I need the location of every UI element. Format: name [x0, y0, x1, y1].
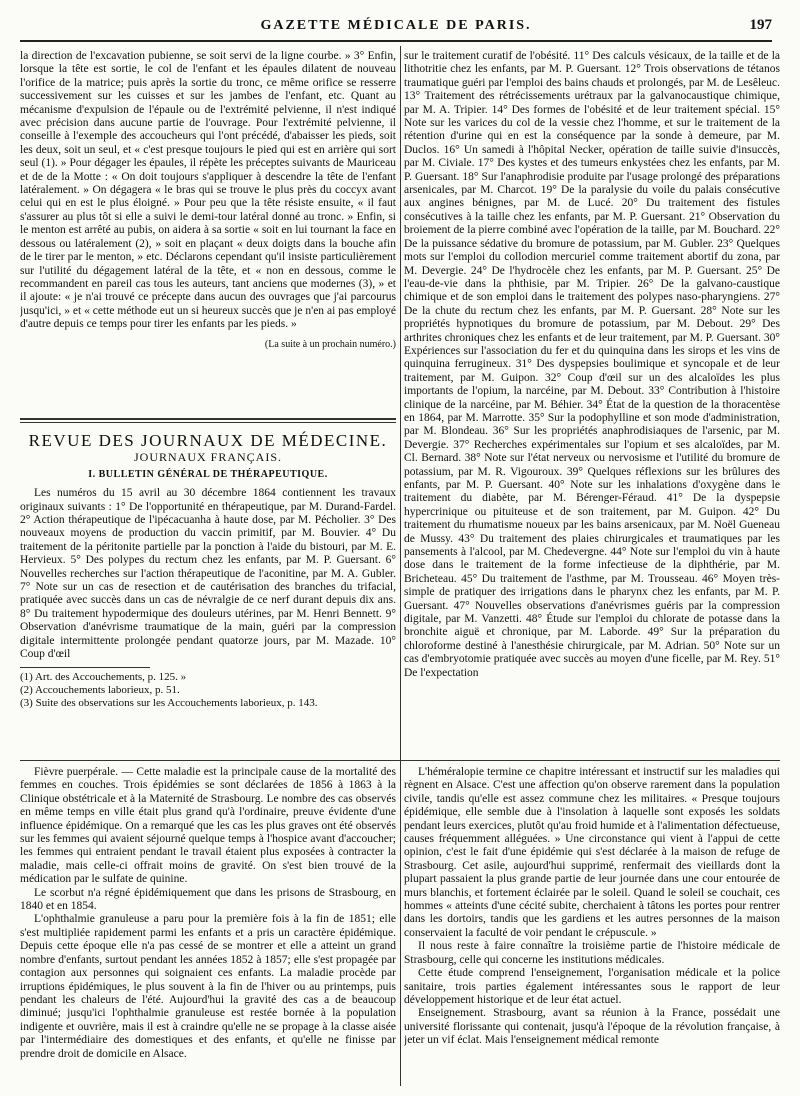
bulletin-list-continued: [404, 50, 780, 760]
article-diseases-left: [20, 766, 396, 1091]
paragraph: Enseignement. Strasbourg, avant sa réunion à la France, possédait une université florissante qui contenait, jusqu'à l'époque de la révolution française, à jeter un vif éclat. Mais l'enseignement médical remonte: [404, 1007, 780, 1047]
paragraph: Cette étude comprend l'enseignement, l'organisation médicale et la police sanitaire, trois parties également intéressantes sous le rapport de leur développement historique et de leur état actuel.: [404, 967, 780, 1006]
paragraph: la direction de l'excavation pubienne, se soit servi de la ligne courbe. » 3° Enfin, lorsque la tête est sortie, le col de l'enfant et les épaules dilatent de nouveau l'orifice de la matrice; puis après la sortie du tronc, ce même orifice se resserre successivement sur les cuisses et sur les jambes de l'enfant, etc. Quant au mécanisme d'expulsion de l'épaule ou de l'extrémité pelvienne, il n'est indiqué avec précision dans aucune partie de l'ouvrage. Pour l'extrémité pelvienne, il conseille à l'exemple des accoucheurs qui l'ont précédé, d'abaisser les pieds, soit les deux, soit un seul, et « c'est presque toujours le pied qui est en arrière qui sort seul (1). » Pour dégager les épaules, il répète les préceptes suivants de Mauriceau et de de la Motte : « On doit toujours s'appliquer à descendre la tête de l'enfant latéralement. » On dégagera « le bras qui se trouve le plus près du coccyx avant celui qui en est le plus éloigné. » Pour peu que la tête résiste ensuite, « il faut s'assurer au plus tôt si elle a suivi le demi-tour latéral donné au tronc. » Enfin, si le menton est arrêté au pubis, on aidera à sa sortie « soit en lui tournant la face en dessous ou latéralement (2), » soit en plaçant « deux doigts dans la bouche afin de le tirer par le menton, » etc. Déclarons cependant qu'il insiste particulièrement sur l'utilité du dégagement latéral de la tête, et « non en dessous, comme le recommandent en pareil cas tous les auteurs, tant anciens que modernes (3), » et il ajoute: « je n'ai trouvé ce précepte dans aucun des ouvrages que j'ai parcourus jusqu'ici, » et « cette méthode eut un si heureux succès que je n'en ai pas employé d'autre depuis ce temps pour tirer les enfants par les pieds. »: [20, 50, 396, 331]
column-divider: [400, 46, 401, 1086]
section-rule: [20, 418, 396, 420]
section-subtitle: JOURNAUX FRANÇAIS.: [133, 450, 283, 465]
footnote: (3) Suite des observations sur les Accouchements laborieux, p. 143.: [20, 696, 318, 709]
article-diseases-right: [404, 766, 780, 1091]
paragraph: Le scorbut n'a régné épidémiquement que dans les prisons de Strasbourg, en 1840 et en 1854.: [20, 886, 396, 913]
continuation-note: (La suite à un prochain numéro.): [264, 338, 396, 350]
paragraph: Fièvre puerpérale. — Cette maladie est la principale cause de la mortalité des femmes en couches. Trois épidémies se sont déclarées de 1856 à 1863 à la Clinique obstétricale et à la Maternité de Strasbourg. Le nombre des cas observés en même temps en ville était plus grand qu'à l'ordinaire, preuve évidente d'une influence épidémique. On a remarqué que les cas les plus graves ont été observés sur les femmes qui avaient séjourné quelque temps à l'hospice avant d'accoucher; les femmes qui entraient pendant le travail étaient plus exposées à contracter la maladie, mais celle-ci offrait moins de gravité. On s'est bien trouvé de la médication par le sulfate de quinine.: [20, 766, 396, 886]
horizontal-rule: [20, 760, 780, 761]
bulletin-heading: I. BULLETIN GÉNÉRAL DE THÉRAPEUTIQUE.: [88, 468, 328, 480]
footnote-separator: [20, 667, 150, 668]
journal-review-section: [20, 428, 396, 753]
section-rule: [20, 422, 396, 423]
footnote: (2) Accouchements laborieux, p. 51.: [20, 683, 180, 696]
section-title: REVUE DES JOURNAUX DE MÉDECINE.: [28, 431, 388, 450]
page-number: 197: [749, 17, 772, 33]
paragraph: sur le traitement curatif de l'obésité. 11° Des calculs vésicaux, de la taille et de la lithotritie chez les enfants, par M. P. Guersant. 12° Trois observations de tétanos traumatique guéri par l'emploi des bains chauds et prolongés, par M. de Lesêleuc. 13° Traitement des rétrécissements urétraux par la galvanocaustique chimique, par M. A. Tripier. 14° Des formes de l'obésité et de leur traitement spécial. 15° Note sur les varices du col de la vessie chez l'homme, et sur le traitement de la rétention d'urine qui en est la conséquence par la sonde à demeure, par M. Duclos. 16° Un samedi à l'hôpital Necker, opération de taille suivie d'insuccès, par M. Civiale. 17° Des kystes et des tumeurs enkystées chez les enfants, par M. P. Guersant. 18° Sur l'anaphrodisie produite par l'usage prolongé des préparations arsenicales, par M. Charcot. 19° De la paralysie du voile du palais consécutive aux angines bénignes, par M. de Lucé. 20° Du traitement des fistules consécutives à la taille chez les enfants, par M. P. Guersant. 21° Observation du broiement de la pierre combiné avec l'opération de la taille, par M. Bouchard. 22° De la puissance sédative du bromure de potassium, par M. Gubler. 23° Quelques mots sur l'emploi du collodion mercuriel comme traitement abortif du zona, par M. Devergie. 24° De l'hydrocèle chez les enfants, par M. P. Guersant. 25° De l'eau-de-vie dans la phthisie, par M. Tripier. 26° De la galvano-caustique chimique et de son emploi dans le traitement des polypes naso-pharyngiens. 27° De la chute du rectum chez les enfants, par M. P. Guersant. 28° Note sur les propriétés hypnotiques du bromure de potassium, par M. Debout. 29° Des arthrites chroniques chez les enfants et de leur traitement, par M. P. Guersant. 30° Expériences sur l'association du fer et du quinquina dans les sirops et les vins de quinquina ferrugineux. 31° Des dyspepsies boulimique et syncopale et de leur traitement, par M. Guipon. 32° Coup d'œil sur un des alcaloïdes les plus importants de l'opium, la narcéine, par M. Debout. 33° Contribution à l'histoire clinique de la narcéine, par M. Béhier. 34° État de la question de la thoracentèse en 1864, par M. Marrotte. 35° Sur la podophylline et son mode d'administration, par M. Blondeau. 36° Sur les propriétés anaphrodisiaques de l'arsenic, par M. Devergie. 37° Recherches expérimentales sur l'opium et ses alcaloïdes, par M. Cl. Bernard. 38° Note sur l'état nerveux ou nervosisme et l'utilité du bromure de potassium, par M. R. Vigouroux. 39° Quelques réflexions sur les brûlures des enfants, par M. P. Guersant. 40° Note sur les inhalations d'oxygène dans le traitement du diabète, par M. Bérenger-Féraud. 41° De la dyspepsie hypercrinique ou pituiteuse et de son traitement, par M. Guipon. 42° Du traitement du rhumatisme noueux par les bains arsenicaux, par M. Noël Gueneau de Mussy. 43° Du traitement des plaies chirurgicales et traumatiques par les pansements à l'alcool, par M. Chedevergne. 44° Note sur l'emploi du vin à haute dose dans le traitement de la forme infectieuse de la diphthérie, par M. Bricheteau. 45° Du traitement de l'asthme, par M. Trousseau. 46° Moyen très-simple de pratiquer des irrigations dans le pharynx chez les enfants, par M. P. Guersant. 47° Nouvelles observations d'anévrismes guéris par la compression digitale, par M. Vanzetti. 48° Étude sur l'emploi du chlorate de potasse dans la bronchite aiguë et chronique, par M. Laborde. 49° Sur la préparation du chloroforme destiné à l'anesthésie chirurgicale, par M. Adrian. 50° Note sur un cas d'embryotomie pratiquée avec succès au moyen d'une ficelle, par M. Rey. 51° De l'expectation: [404, 50, 780, 679]
paragraph: Il nous reste à faire connaître la troisième partie de l'histoire médicale de Strasbourg, celle qui concerne les institutions médicales.: [404, 940, 780, 966]
paragraph: L'héméralopie termine ce chapitre intéressant et instructif sur les maladies qui règnent en Alsace. C'est une affection qu'on observe rarement dans la population civile, tandis qu'elle est assez commune chez les militaires. « Presque toujours épidémique, elle semble due à l'insolation à laquelle sont exposés les soldats pendant leurs exercices, plutôt qu'au froid humide et à l'alimentation défectueuse, causes fréquemment alléguées. » Une circonstance qui vient à l'appui de cette opinion, c'est le fait d'une épidémie qui s'est déclarée à la maison de refuge de Strasbourg. Cet asile, aujourd'hui supprimé, renfermait des vieillards dont la plupart passaient la plus grande partie de leur journée dans une cour entourée de murs blanchis, et fortement éclairée par le soleil. Quand le soleil se couchait, ces hommes « atteints d'une cécité subite, cherchaient à tâtons les portes pour rentrer dans les dortoirs, tandis que les gardiens et les autres personnes de la maison conservaient la faculté de voir pendant le crépuscule. »: [404, 766, 780, 939]
journal-title: GAZETTE MÉDICALE DE PARIS.: [260, 18, 532, 33]
page-header: [20, 18, 772, 42]
article-continuation: [20, 50, 396, 410]
bulletin-intro: Les numéros du 15 avril au 30 décembre 1864 contiennent les travaux originaux suivants : 1° De l'opportunité en thérapeutique, par M. Durand-Fardel. 2° Action thérapeutique de l'ipécacuanha à haute dose, par M. Pécholier. 3° Des nouveaux moyens de production du vaccin primitif, par M. Bouvier. 4° Du traitement de la péritonite partielle par la ponction à l'aide du bistouri, par M. E. Hervieux. 5° Des polypes du rectum chez les enfants, par M. P. Guersant. 6° Nouvelles recherches sur l'action thérapeutique de l'aconitine, par M. A. Gubler. 7° Note sur un cas de resection et de cautérisation des branches du trifacial, pratiquée avec succès dans un cas de névralgie de ce nerf durant depuis dix ans. 8° Du traitement hypodermique des douleurs utérines, par M. Henri Bennett. 9° Observation d'anévrisme traumatique de la main, guéri par la compression digitale intermittente prolongée pendant quatorze jours, par M. Mazade. 10° Coup d'œil: [20, 487, 396, 661]
paragraph: L'ophthalmie granuleuse a paru pour la première fois à la fin de 1851; elle s'est multipliée rapidement parmi les enfants et a pris un caractère épidémique. Depuis cette époque elle n'a pas cessé de se montrer et elle a atteint un grand nombre d'enfants, surtout pendant les années 1852 à 1857; elle s'est propagée par contagion aux personnes qui soignaient ces enfants. La maladie procède par irruptions épidémiques, le plus souvent à la fin de l'hiver ou au printemps, puis pendant les chaleurs de l'été. Aujourd'hui la gravité des cas a de beaucoup diminué; jusqu'ici l'ophthalmie granuleuse est restée bornée à la population indigente et ouvrière, mais il est à craindre qu'elle ne se propage à la classe aisée par l'intermédiaire des domestiques et des enfants, et qu'elle ne finisse par prendre droit de domicile en Alsace.: [20, 913, 396, 1060]
footnote: (1) Art. des Accouchements, p. 125. »: [20, 670, 187, 683]
